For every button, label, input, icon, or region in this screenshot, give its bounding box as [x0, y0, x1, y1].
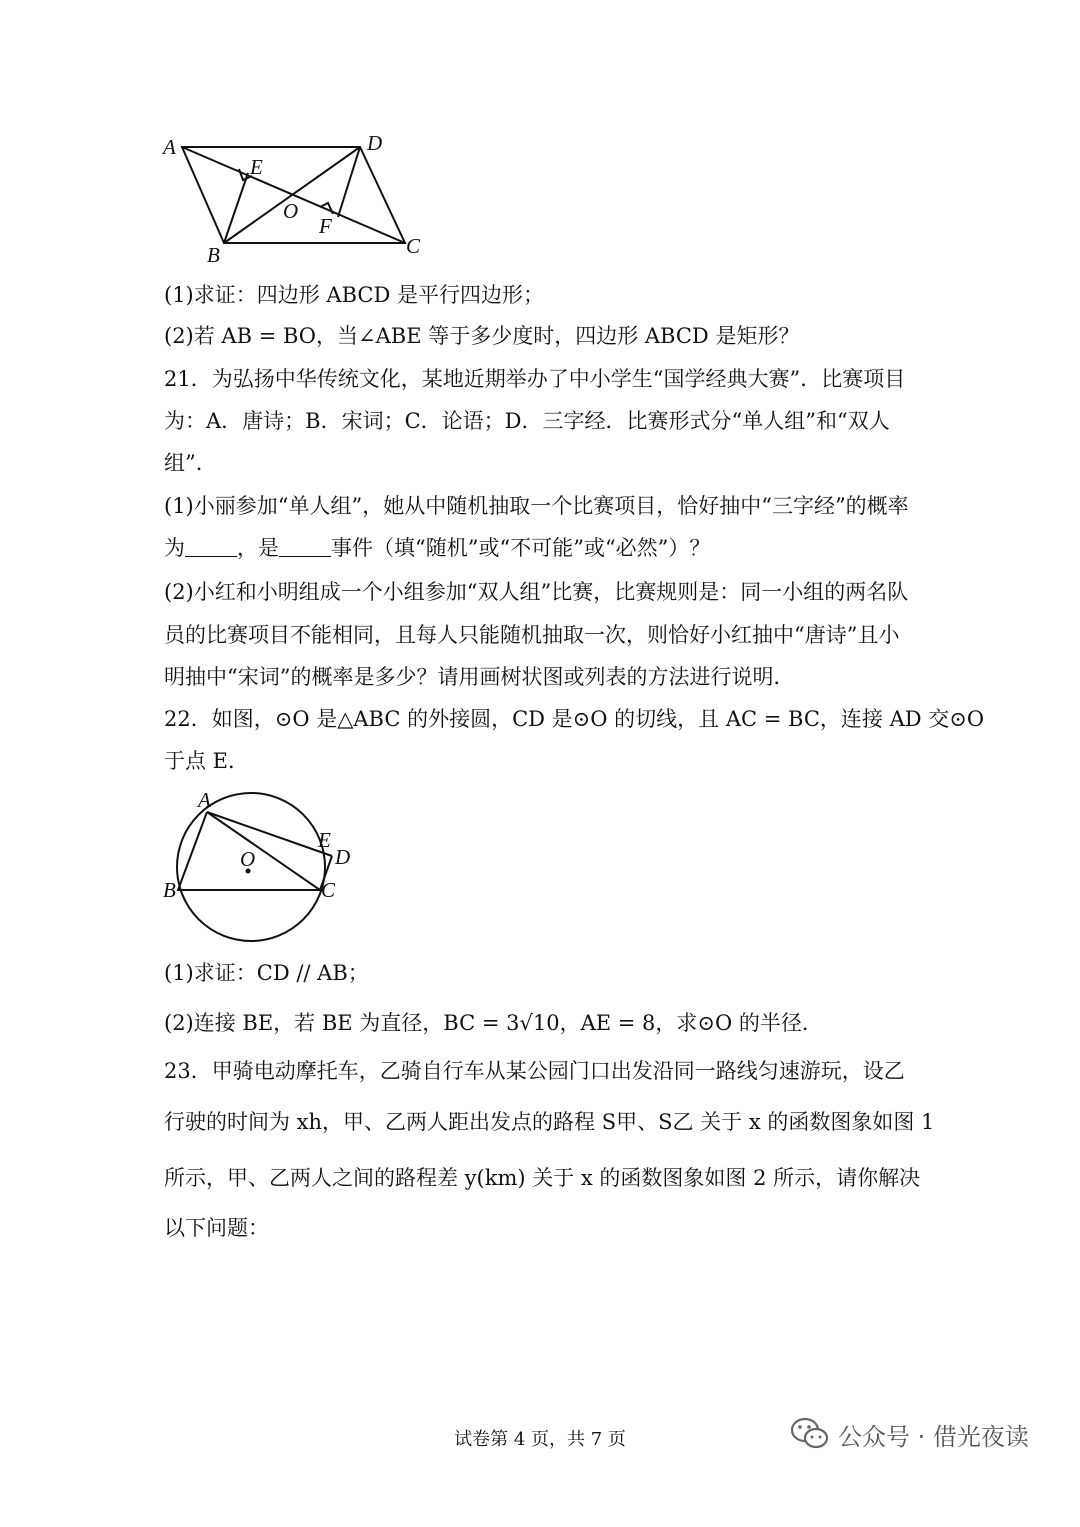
q23-text-line1: 23．甲骑电动摩托车，乙骑自行车从某公园门口出发沿同一路线匀速游玩，设乙: [164, 1059, 905, 1083]
q22-text-line2: 于点 E．: [164, 749, 250, 773]
vertex-c-label: C: [406, 234, 421, 258]
q21-part1-line1: (1)小丽参加“单人组”，她从中随机抽取一个比赛项目，恰好抽中“三字经”的概率: [164, 494, 909, 518]
q22-text-line1: 22．如图，⊙O 是△ABC 的外接圆，CD 是⊙O 的切线，且 AC = BC，连接 AD 交⊙O: [164, 707, 985, 731]
q23-text-line3: 所示，甲、乙两人之间的路程差 y(km) 关于 x 的函数图象如图 2 所示，请你解决: [164, 1166, 921, 1190]
q21-text-line1: 21．为弘扬中华传统文化，某地近期举办了中小学生“国学经典大赛”．比赛项目: [164, 367, 906, 391]
q21-part2-line2: 员的比赛项目不能相同，且每人只能随机抽取一次，则恰好小红抽中“唐诗”且小: [164, 623, 900, 647]
point-d-label: D: [335, 845, 351, 869]
point-c-label: C: [321, 878, 336, 902]
q21-text-line2: 为：A．唐诗；B．宋词；C．论语；D．三字经．比赛形式分“单人组”和“双人: [164, 409, 890, 433]
q21-text-post: 事件（填“随机”或“不可能”或“必然”）？: [331, 536, 711, 560]
q23-text-line2: 行驶的时间为 xh，甲、乙两人距出发点的路程 S甲、S乙 关于 x 的函数图象如图 1: [164, 1110, 935, 1134]
watermark: [790, 1416, 1029, 1452]
vertex-b-label: B: [207, 243, 220, 267]
point-a-label: A: [198, 788, 211, 812]
q22-part2: (2)连接 BE，若 BE 为直径，BC = 3√10，AE = 8，求⊙O 的半径．: [164, 1011, 823, 1035]
q22-part1: (1)求证：CD // AB；: [164, 961, 369, 985]
point-e-label: E: [250, 155, 263, 179]
q21-text-mid: ，是: [237, 536, 279, 560]
q23-text-line4: 以下问题：: [164, 1216, 269, 1240]
watermark-text: 公众号 · 借光夜读: [838, 1422, 1029, 1451]
vertex-a-label: A: [163, 135, 176, 159]
vertex-d-label: D: [367, 131, 383, 155]
q20-part2: (2)若 AB = BO，当∠ABE 等于多少度时，四边形 ABCD 是矩形？: [164, 324, 800, 348]
q21-text-line3: 组”．: [164, 451, 217, 475]
q21-part2-line3: 明抽中“宋词”的概率是多少？请用画树状图或列表的方法进行说明．: [164, 665, 795, 689]
point-f-label: F: [319, 214, 332, 238]
point-e-label-fig22: E: [318, 828, 331, 852]
q21-part2-line1: (2)小红和小明组成一个小组参加“双人组”比赛，比赛规则是：同一小组的两名队: [164, 580, 909, 604]
q20-part1: (1)求证：四边形 ABCD 是平行四边形；: [164, 283, 544, 307]
point-b-label: B: [163, 878, 176, 902]
center-o-label: O: [240, 847, 256, 871]
page-footer: 试卷第 4 页，共 7 页: [454, 1429, 626, 1450]
q21-text-pre: 为: [164, 536, 185, 560]
wechat-icon: [790, 1416, 830, 1452]
point-o-label: O: [283, 199, 299, 223]
